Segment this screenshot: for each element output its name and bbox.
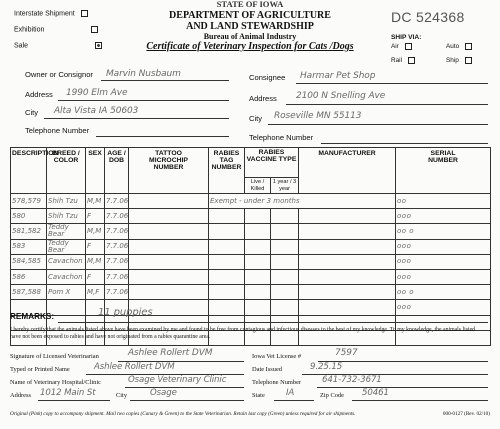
consignee-telephone-label: Telephone Number [249,133,314,142]
cell-vaccine-duration[interactable] [271,254,299,269]
ship-via-auto[interactable]: Auto [446,43,472,50]
cell-tattoo-microchip[interactable] [129,239,209,254]
cell-manufacturer[interactable] [299,269,396,284]
vet-telephone-label: Telephone Number [252,379,302,386]
consignee-address-label: Address [249,94,277,103]
vet-zip-value[interactable]: 50461 [362,388,389,398]
vet-city-value[interactable]: Osage [150,388,177,398]
col-manufacturer: MANUFACTURER [299,148,396,194]
cell-vaccine-duration[interactable] [271,285,299,300]
cell-live-killed[interactable] [245,300,271,315]
owner-address-value[interactable]: 1990 Elm Ave [66,88,128,98]
cell-rabies-tag[interactable] [209,254,245,269]
owner-city-label: City [25,108,39,117]
cell-tattoo-microchip[interactable] [129,269,209,284]
table-row [11,269,491,284]
air-checkbox[interactable] [405,43,412,50]
vet-license-label: Iowa Vet License # [252,353,302,360]
sale-option[interactable]: Sale [14,42,102,49]
vet-hospital-label: Name of Veterinary Hospital/Clinic [10,379,101,386]
cell-sex[interactable]: F [86,209,105,224]
cell-serial-number[interactable]: ooo [396,209,491,224]
cell-age-dob[interactable]: 7.7.06 [105,269,129,284]
cell-live-killed[interactable] [245,209,271,224]
certificate-number: DC 524368 [391,9,465,25]
ship-checkbox[interactable] [465,57,472,64]
vet-address-label: Address [10,392,31,399]
cell-serial-number[interactable]: ooo [396,254,491,269]
cell-description[interactable]: 578,579 [11,194,47,209]
col-breed-color: BREED / COLOR [47,148,86,194]
cell-description[interactable]: 583 [11,239,47,254]
department-heading: DEPARTMENT OF AGRICULTURE [169,9,331,21]
col-serial-number: SERIAL NUMBER [396,148,491,194]
owner-city-value[interactable]: Alta Vista IA 50603 [54,106,139,116]
interstate-shipment-option[interactable]: Interstate Shipment [14,10,88,17]
distribution-note: Original (Pink) copy to accompany shipment. Mail two copies (Canary & Green) to the State Veterinarian. Retain last copy (Green) unless required for air shipments. 000-0127 (Rev. 02/10) [10,411,490,417]
auto-checkbox[interactable] [465,43,472,50]
vet-city-label: City [116,392,128,399]
form-title: Certificate of Veterinary Inspection for Cats /Dogs [146,41,354,52]
cell-age-dob[interactable]: 7.7.06 [105,285,129,300]
cell-manufacturer[interactable] [299,254,396,269]
cell-breed-color[interactable]: Shih Tzu [47,194,86,209]
bureau-heading: Bureau of Animal Industry [203,31,297,41]
animal-table [10,147,491,346]
col-tattoo-microchip: TATTOO MICROCHIP NUMBER [129,148,209,194]
cell-tattoo-microchip[interactable] [129,209,209,224]
consignee-value[interactable]: Harmar Pet Shop [300,71,376,81]
table-row [11,300,491,315]
cell-rabies-tag[interactable] [209,285,245,300]
cell-manufacturer[interactable] [299,300,396,315]
cell-vaccine-duration[interactable] [271,224,299,239]
cell-tattoo-microchip[interactable] [129,254,209,269]
remarks-value[interactable]: 11 puppies [98,307,153,318]
cell-vaccine-duration[interactable] [271,239,299,254]
cell-serial-number[interactable]: ooo [396,239,491,254]
table-row [11,224,491,239]
cell-age-dob[interactable]: 7.7.06 [105,239,129,254]
ship-via-label: SHIP VIA: [391,34,422,41]
table-row [11,194,491,209]
cell-sex[interactable]: M,M [86,224,105,239]
vet-printed-name-label: Typed or Printed Name [10,366,70,373]
cell-breed-color[interactable]: Cavachon [47,269,86,284]
form-number: 000-0127 (Rev. 02/10) [442,411,490,417]
cell-live-killed[interactable] [245,239,271,254]
exhibition-option[interactable]: Exhibition [14,26,98,33]
col-sex: SEX [86,148,105,194]
col-age-dob: AGE / DOB [105,148,129,194]
cell-sex[interactable]: F [86,239,105,254]
cell-age-dob[interactable]: 7.7.06 [105,254,129,269]
cell-rabies-tag[interactable]: Exempt - under 3 months [209,194,396,209]
table-row [11,239,491,254]
consignee-city-label: City [249,114,263,123]
cell-rabies-tag[interactable] [209,239,245,254]
cell-serial-number[interactable]: oo o [396,224,491,239]
consignee-city-value[interactable]: Roseville MN 55113 [274,111,362,121]
cell-sex[interactable]: M,F [86,285,105,300]
vet-signature-label: Signature of Licensed Veterinarian [10,353,99,360]
cell-rabies-tag[interactable] [209,209,245,224]
vet-address-value[interactable]: 1012 Main St [40,388,96,398]
cell-breed-color[interactable]: Teddy Bear [47,224,86,239]
cell-rabies-tag[interactable] [209,269,245,284]
cell-live-killed[interactable] [245,224,271,239]
vet-state-label: State [252,392,265,399]
cell-age-dob[interactable]: 7.7.06 [105,194,129,209]
col-rabies-tag: RABIES TAG NUMBER [209,148,245,194]
cell-description[interactable]: 584,585 [11,254,47,269]
certification-statement: I hereby certify that the animals listed above have been examined by me and found to be free from contagious and infectious diseases to the best of my knowledge. To my knowledge, the animals listed have not been exposed to rabies and have not originated from a rabies quarantine area. [10,327,476,340]
cell-rabies-tag[interactable] [209,300,245,315]
cell-sex[interactable]: M,M [86,194,105,209]
ship-via-rail[interactable]: Rail [391,57,415,64]
ship-via-air[interactable]: Air [391,43,412,50]
col-rabies-vaccine-type: RABIES VACCINE TYPE [245,148,299,178]
cell-manufacturer[interactable] [299,224,396,239]
cell-breed-color[interactable]: Teddy Bear [47,239,86,254]
vet-hospital-value[interactable]: Osage Veterinary Clinic [128,375,227,385]
cell-rabies-tag[interactable] [209,224,245,239]
consignee-label: Consignee [249,73,286,82]
cell-age-dob[interactable]: 7.7.06 [105,224,129,239]
vet-signature-value[interactable]: Ashlee Rollert DVM [128,348,213,358]
owner-label: Owner or Consignor [25,70,93,79]
vet-zip-label: Zip Code [320,392,344,399]
col-live-killed: Live / Killed [245,178,271,194]
cell-manufacturer[interactable] [299,209,396,224]
cell-description[interactable]: 587,588 [11,285,47,300]
cell-description[interactable]: 581,582 [11,224,47,239]
cell-breed-color[interactable]: Shih Tzu [47,209,86,224]
cell-live-killed[interactable] [245,269,271,284]
owner-address-label: Address [25,90,53,99]
owner-value[interactable]: Marvin Nusbaum [106,69,181,79]
cell-description[interactable]: 580 [11,209,47,224]
date-issued-label: Date Issued [252,366,282,373]
state-heading: STATE OF IOWA [216,0,284,9]
cell-vaccine-duration[interactable] [271,209,299,224]
cell-tattoo-microchip[interactable] [129,194,209,209]
cell-vaccine-duration[interactable] [271,269,299,284]
cell-serial-number[interactable]: oo o [396,285,491,300]
ship-via-ship[interactable]: Ship [446,57,472,64]
date-issued-value[interactable]: 9.25.15 [310,362,343,372]
cell-tattoo-microchip[interactable] [129,285,209,300]
cell-breed-color[interactable]: Pom X [47,285,86,300]
remarks-label: REMARKS: [10,312,55,321]
cell-serial-number[interactable]: ooo [396,300,491,315]
vet-license-value[interactable]: 7597 [335,348,358,358]
cell-vaccine-duration[interactable] [271,300,299,315]
cell-serial-number[interactable]: ooo [396,269,491,284]
vet-printed-name-value[interactable]: Ashlee Rollert DVM [94,362,175,372]
vet-state-value[interactable]: IA [286,388,295,398]
table-row [11,254,491,269]
department-subheading: AND LAND STEWARDSHIP [186,20,314,32]
cell-manufacturer[interactable] [299,239,396,254]
consignee-address-value[interactable]: 2100 N Snelling Ave [296,91,386,101]
cell-sex[interactable]: F [86,269,105,284]
cell-live-killed[interactable] [245,254,271,269]
col-description: DESCRIPTION [11,148,47,194]
table-row [11,209,491,224]
cell-serial-number[interactable]: oo [396,194,491,209]
cell-age-dob[interactable]: 7.7.06 [105,209,129,224]
owner-telephone-label: Telephone Number [25,126,90,135]
cell-breed-color[interactable]: Cavachon [47,254,86,269]
form-header [0,0,500,53]
table-row [11,285,491,300]
cell-description[interactable]: 586 [11,269,47,284]
vet-telephone-value[interactable]: 641-732-3671 [322,375,382,385]
rail-checkbox[interactable] [408,57,415,64]
cell-live-killed[interactable] [245,285,271,300]
col-one-year-three-year: 1 year / 3 year [271,178,299,194]
cell-sex[interactable]: M,M [86,254,105,269]
cell-manufacturer[interactable] [299,285,396,300]
cell-tattoo-microchip[interactable] [129,224,209,239]
